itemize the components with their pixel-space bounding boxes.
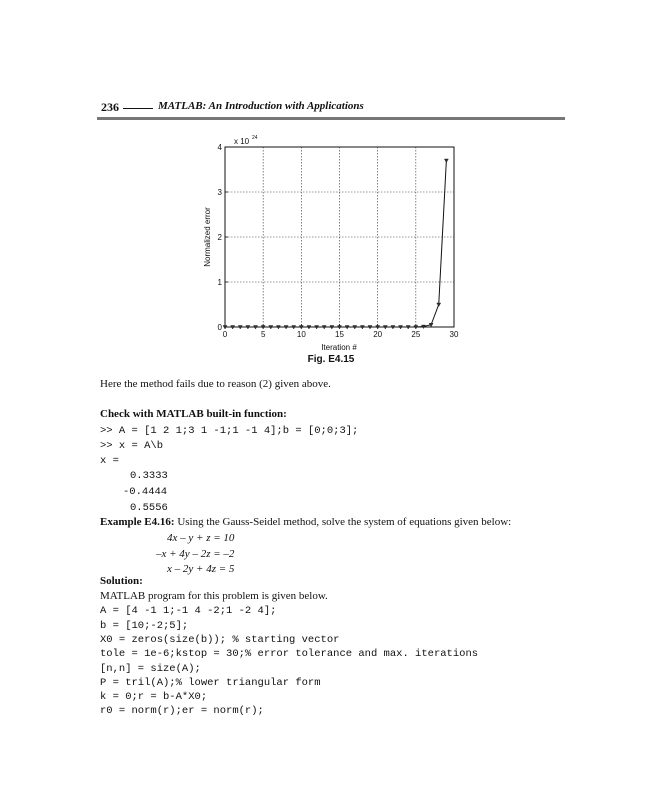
example-text: Using the Gauss-Seidel method, solve the system of equations given below: bbox=[174, 516, 512, 528]
code-line: b = [10;-2;5]; bbox=[100, 620, 189, 632]
code-line: x = bbox=[100, 455, 119, 467]
program-intro: MATLAB program for this problem is given below. bbox=[100, 590, 328, 602]
y-tick-label: 0 bbox=[217, 323, 222, 332]
page-number: 236 bbox=[101, 100, 119, 114]
code-line: >> A = [1 2 1;3 1 -1;1 -1 4];b = [0;0;3]; bbox=[100, 425, 359, 437]
data-point bbox=[444, 159, 448, 163]
equation: x – 2y + 4z = 5 bbox=[167, 563, 235, 575]
x-tick-label: 20 bbox=[373, 330, 383, 339]
code-line: [n,n] = size(A); bbox=[100, 663, 201, 675]
equation: –x + 4y – 2z = –2 bbox=[156, 548, 235, 560]
code-line: k = 0;r = b-A*X0; bbox=[100, 691, 208, 703]
header-dash bbox=[123, 108, 153, 109]
x-tick-label: 5 bbox=[260, 330, 266, 339]
x-value: 0.5556 bbox=[130, 502, 168, 514]
check-heading: Check with MATLAB built-in function: bbox=[100, 408, 287, 420]
book-title: MATLAB: An Introduction with Applications bbox=[158, 100, 364, 112]
code-line: P = tril(A);% lower triangular form bbox=[100, 677, 321, 689]
y-axis-label: Normalized error bbox=[203, 207, 212, 267]
x-tick-label: 30 bbox=[449, 330, 459, 339]
x-axis-label: Iteration # bbox=[321, 343, 357, 352]
fail-note: Here the method fails due to reason (2) given above. bbox=[100, 378, 331, 390]
code-line: A = [4 -1 1;-1 4 -2;1 -2 4]; bbox=[100, 605, 277, 617]
multiplier-exp: 24 bbox=[252, 135, 258, 141]
y-tick-label: 2 bbox=[217, 233, 222, 242]
code-line: X0 = zeros(size(b)); % starting vector bbox=[100, 634, 340, 646]
axis-ticks bbox=[218, 143, 459, 339]
error-series bbox=[223, 159, 448, 329]
data-point bbox=[437, 303, 441, 307]
x-tick-label: 25 bbox=[411, 330, 421, 339]
error-chart bbox=[190, 130, 480, 355]
solution-label: Solution: bbox=[100, 575, 143, 587]
x-value: 0.3333 bbox=[130, 470, 168, 482]
multiplier-base: x 10 bbox=[234, 137, 250, 146]
example-label: Example E4.16: bbox=[100, 516, 175, 528]
series-line bbox=[225, 161, 446, 328]
code-line: r0 = norm(r);er = norm(r); bbox=[100, 705, 264, 717]
header-rule bbox=[97, 117, 565, 120]
x-tick-label: 10 bbox=[296, 330, 306, 339]
code-line: tole = 1e-6;kstop = 30;% error tolerance and max. iterations bbox=[100, 648, 479, 660]
figure-caption: Fig. E4.15 bbox=[307, 354, 355, 365]
y-tick-label: 1 bbox=[217, 278, 222, 287]
grid-lines bbox=[225, 147, 454, 327]
x-tick-label: 15 bbox=[335, 330, 344, 339]
code-line: >> x = A\b bbox=[100, 440, 164, 452]
equation: 4x – y + z = 10 bbox=[167, 532, 235, 544]
x-tick-label: 0 bbox=[222, 330, 228, 339]
example-paragraph bbox=[100, 516, 511, 528]
x-value: -0.4444 bbox=[123, 486, 168, 498]
y-tick-label: 4 bbox=[217, 143, 222, 152]
y-tick-label: 3 bbox=[217, 188, 222, 197]
